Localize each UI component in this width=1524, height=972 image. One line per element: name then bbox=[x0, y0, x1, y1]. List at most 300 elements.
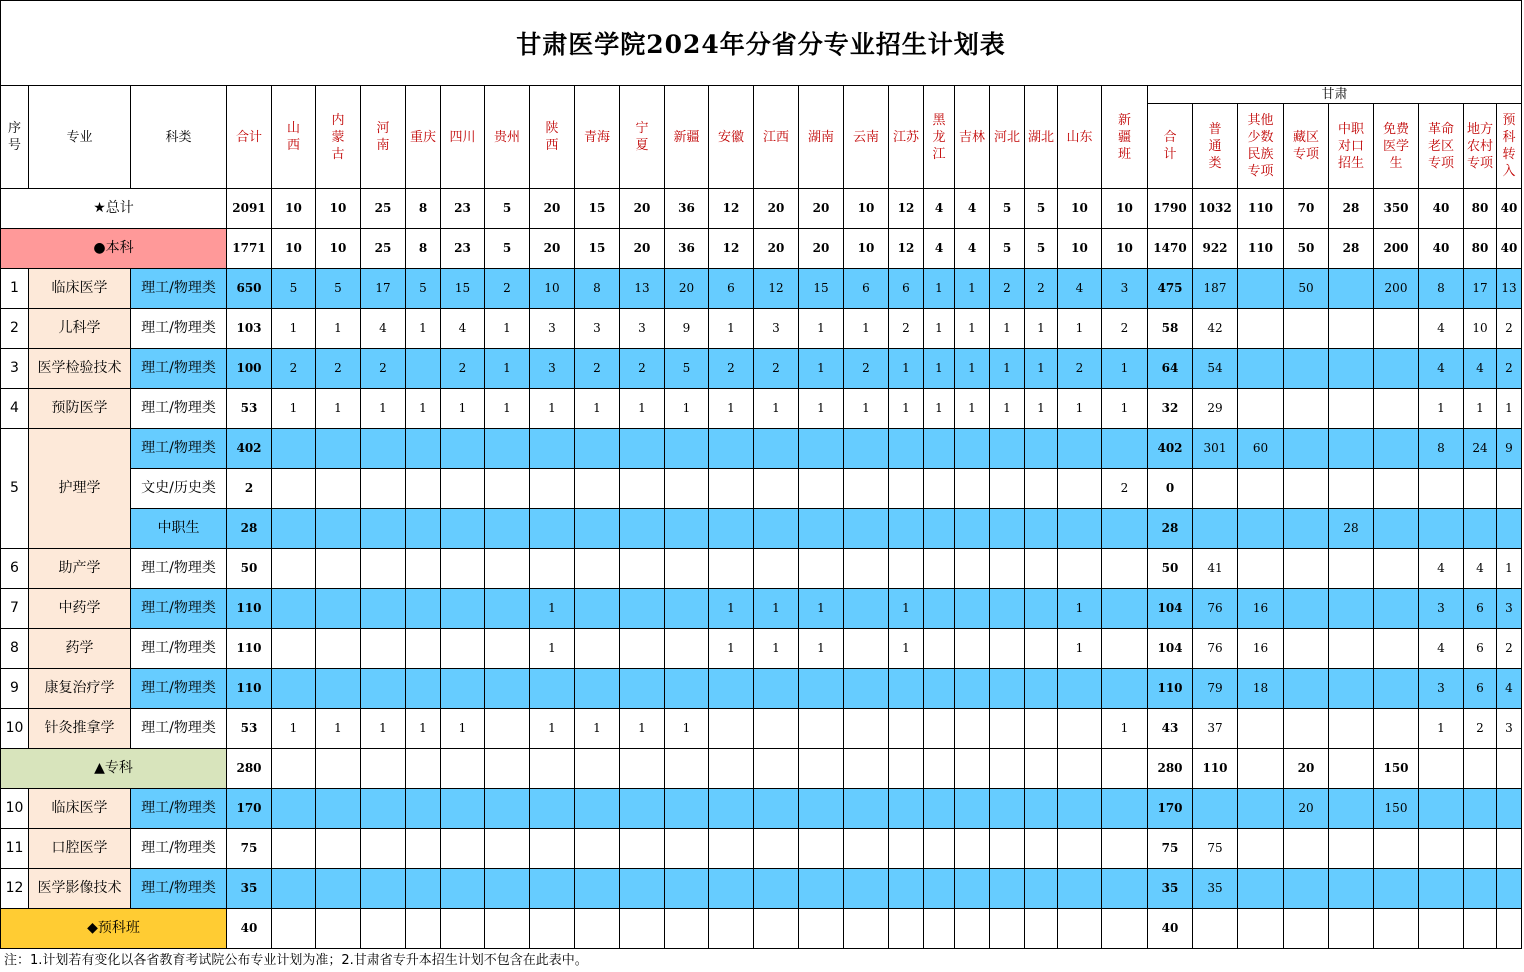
value-cell: 23 bbox=[441, 189, 485, 229]
value-cell: 36 bbox=[665, 189, 709, 229]
value-cell bbox=[665, 469, 709, 509]
value-cell bbox=[1419, 469, 1464, 509]
value-cell: 1 bbox=[799, 389, 844, 429]
value-cell: 60 bbox=[1238, 429, 1284, 469]
value-cell: 5 bbox=[272, 269, 316, 309]
value-cell bbox=[889, 669, 924, 709]
value-cell: 4 bbox=[924, 189, 955, 229]
value-cell: 10 bbox=[844, 229, 889, 269]
value-cell: 1 bbox=[665, 709, 709, 749]
value-cell: 12 bbox=[754, 269, 799, 309]
value-cell bbox=[990, 549, 1025, 589]
value-cell: 40 bbox=[1497, 229, 1522, 269]
value-cell bbox=[1025, 509, 1058, 549]
value-cell: 1 bbox=[924, 389, 955, 429]
header-col: 河北 bbox=[990, 86, 1025, 189]
value-cell: 2 bbox=[1497, 629, 1522, 669]
value-cell bbox=[844, 549, 889, 589]
value-cell: 0 bbox=[1148, 469, 1193, 509]
value-cell bbox=[844, 909, 889, 949]
value-cell bbox=[485, 509, 530, 549]
value-cell bbox=[799, 789, 844, 829]
value-cell bbox=[1058, 829, 1102, 869]
value-cell bbox=[955, 469, 990, 509]
value-cell bbox=[272, 869, 316, 909]
table-row bbox=[1, 629, 1522, 669]
value-cell: 280 bbox=[227, 749, 272, 789]
value-cell: 4 bbox=[1058, 269, 1102, 309]
value-cell bbox=[844, 709, 889, 749]
value-cell bbox=[1374, 389, 1419, 429]
header-col: 四川 bbox=[441, 86, 485, 189]
value-cell: 28 bbox=[227, 509, 272, 549]
value-cell bbox=[1284, 349, 1329, 389]
value-cell bbox=[1329, 349, 1374, 389]
value-cell bbox=[1102, 829, 1148, 869]
value-cell bbox=[1025, 869, 1058, 909]
value-cell: 1771 bbox=[227, 229, 272, 269]
value-cell bbox=[1374, 509, 1419, 549]
value-cell bbox=[441, 669, 485, 709]
value-cell: 5 bbox=[990, 229, 1025, 269]
value-cell bbox=[1419, 829, 1464, 869]
value-cell: 110 bbox=[227, 629, 272, 669]
value-cell bbox=[709, 509, 754, 549]
value-cell bbox=[1058, 469, 1102, 509]
row-label: ★总计 bbox=[1, 189, 227, 229]
value-cell: 1 bbox=[1025, 389, 1058, 429]
row-category: 理工/物理类 bbox=[131, 349, 227, 389]
value-cell bbox=[1329, 749, 1374, 789]
value-cell: 1 bbox=[620, 389, 665, 429]
value-cell bbox=[1058, 429, 1102, 469]
value-cell bbox=[441, 549, 485, 589]
row-category: 理工/物理类 bbox=[131, 629, 227, 669]
value-cell: 2 bbox=[441, 349, 485, 389]
value-cell bbox=[1058, 709, 1102, 749]
value-cell: 40 bbox=[1419, 189, 1464, 229]
header-col: 青海 bbox=[575, 86, 620, 189]
value-cell: 1 bbox=[272, 389, 316, 429]
value-cell: 1 bbox=[754, 589, 799, 629]
value-cell bbox=[1374, 349, 1419, 389]
value-cell bbox=[889, 829, 924, 869]
value-cell bbox=[955, 909, 990, 949]
value-cell: 2 bbox=[1497, 349, 1522, 389]
value-cell bbox=[485, 629, 530, 669]
row-major: 药学 bbox=[29, 629, 131, 669]
value-cell bbox=[1374, 909, 1419, 949]
table-row bbox=[1, 429, 1522, 469]
value-cell bbox=[799, 429, 844, 469]
value-cell bbox=[361, 589, 406, 629]
value-cell bbox=[316, 589, 361, 629]
value-cell: 10 bbox=[844, 189, 889, 229]
value-cell: 1 bbox=[754, 629, 799, 669]
value-cell: 1 bbox=[1497, 389, 1522, 429]
header-category: 科类 bbox=[131, 86, 227, 189]
row-label: ▲专科 bbox=[1, 749, 227, 789]
value-cell bbox=[406, 909, 441, 949]
table-row bbox=[1, 349, 1522, 389]
value-cell bbox=[1464, 469, 1497, 509]
value-cell: 1 bbox=[1419, 389, 1464, 429]
row-seq: 4 bbox=[1, 389, 29, 429]
value-cell bbox=[924, 629, 955, 669]
value-cell: 104 bbox=[1148, 589, 1193, 629]
value-cell bbox=[924, 749, 955, 789]
value-cell bbox=[316, 669, 361, 709]
table-row bbox=[1, 269, 1522, 309]
value-cell: 1 bbox=[924, 309, 955, 349]
table-row bbox=[1, 789, 1522, 829]
value-cell: 43 bbox=[1148, 709, 1193, 749]
value-cell bbox=[1025, 749, 1058, 789]
value-cell bbox=[1464, 789, 1497, 829]
value-cell bbox=[990, 789, 1025, 829]
value-cell bbox=[1102, 629, 1148, 669]
value-cell: 40 bbox=[1148, 909, 1193, 949]
header-col: 重庆 bbox=[406, 86, 441, 189]
header-gansu-col: 革命 老区 专项 bbox=[1419, 104, 1464, 189]
value-cell: 3 bbox=[1419, 589, 1464, 629]
value-cell bbox=[1284, 629, 1329, 669]
value-cell: 20 bbox=[754, 189, 799, 229]
value-cell: 3 bbox=[1419, 669, 1464, 709]
value-cell bbox=[1238, 789, 1284, 829]
value-cell bbox=[844, 469, 889, 509]
value-cell: 1 bbox=[990, 349, 1025, 389]
value-cell bbox=[924, 869, 955, 909]
value-cell: 1032 bbox=[1193, 189, 1238, 229]
header-col: 河 南 bbox=[361, 86, 406, 189]
value-cell: 10 bbox=[1464, 309, 1497, 349]
value-cell bbox=[754, 749, 799, 789]
value-cell: 6 bbox=[889, 269, 924, 309]
value-cell bbox=[361, 469, 406, 509]
value-cell bbox=[709, 429, 754, 469]
value-cell bbox=[1284, 669, 1329, 709]
value-cell bbox=[406, 669, 441, 709]
value-cell bbox=[272, 629, 316, 669]
value-cell: 1 bbox=[406, 389, 441, 429]
row-major: 针灸推拿学 bbox=[29, 709, 131, 749]
value-cell: 1 bbox=[799, 589, 844, 629]
value-cell bbox=[799, 549, 844, 589]
value-cell bbox=[1329, 789, 1374, 829]
value-cell bbox=[406, 749, 441, 789]
value-cell: 41 bbox=[1193, 549, 1238, 589]
value-cell: 1 bbox=[441, 389, 485, 429]
value-cell bbox=[1329, 269, 1374, 309]
value-cell: 9 bbox=[1497, 429, 1522, 469]
value-cell: 1 bbox=[709, 589, 754, 629]
value-cell bbox=[1284, 429, 1329, 469]
value-cell: 1 bbox=[441, 709, 485, 749]
value-cell: 150 bbox=[1374, 789, 1419, 829]
value-cell bbox=[485, 709, 530, 749]
value-cell bbox=[1374, 429, 1419, 469]
value-cell bbox=[1374, 629, 1419, 669]
value-cell: 1 bbox=[406, 709, 441, 749]
value-cell: 2 bbox=[754, 349, 799, 389]
value-cell bbox=[272, 829, 316, 869]
value-cell: 10 bbox=[316, 229, 361, 269]
value-cell: 10 bbox=[1058, 229, 1102, 269]
value-cell: 20 bbox=[620, 189, 665, 229]
value-cell bbox=[990, 669, 1025, 709]
value-cell: 20 bbox=[754, 229, 799, 269]
value-cell bbox=[709, 789, 754, 829]
value-cell bbox=[1284, 509, 1329, 549]
value-cell bbox=[990, 749, 1025, 789]
row-seq: 10 bbox=[1, 709, 29, 749]
value-cell bbox=[575, 909, 620, 949]
value-cell: 23 bbox=[441, 229, 485, 269]
value-cell bbox=[754, 909, 799, 949]
value-cell bbox=[316, 909, 361, 949]
value-cell: 5 bbox=[316, 269, 361, 309]
table-row bbox=[1, 749, 1522, 789]
value-cell bbox=[665, 669, 709, 709]
value-cell bbox=[485, 549, 530, 589]
value-cell: 1 bbox=[316, 709, 361, 749]
value-cell: 1 bbox=[799, 349, 844, 389]
row-category: 理工/物理类 bbox=[131, 389, 227, 429]
value-cell bbox=[889, 549, 924, 589]
value-cell bbox=[485, 429, 530, 469]
value-cell bbox=[844, 749, 889, 789]
value-cell bbox=[1374, 869, 1419, 909]
value-cell bbox=[530, 749, 575, 789]
value-cell: 8 bbox=[406, 189, 441, 229]
value-cell bbox=[575, 869, 620, 909]
value-cell: 6 bbox=[844, 269, 889, 309]
value-cell: 1 bbox=[530, 389, 575, 429]
value-cell: 29 bbox=[1193, 389, 1238, 429]
row-category: 理工/物理类 bbox=[131, 869, 227, 909]
value-cell: 2091 bbox=[227, 189, 272, 229]
value-cell bbox=[889, 909, 924, 949]
value-cell bbox=[1102, 669, 1148, 709]
value-cell: 3 bbox=[1497, 709, 1522, 749]
table-row bbox=[1, 669, 1522, 709]
value-cell bbox=[990, 869, 1025, 909]
value-cell bbox=[575, 509, 620, 549]
value-cell: 2 bbox=[272, 349, 316, 389]
value-cell: 1 bbox=[709, 309, 754, 349]
value-cell: 1 bbox=[575, 709, 620, 749]
value-cell bbox=[1419, 749, 1464, 789]
value-cell bbox=[1058, 549, 1102, 589]
value-cell bbox=[844, 589, 889, 629]
value-cell bbox=[316, 629, 361, 669]
value-cell bbox=[361, 669, 406, 709]
value-cell bbox=[844, 869, 889, 909]
value-cell bbox=[1497, 469, 1522, 509]
row-major: 口腔医学 bbox=[29, 829, 131, 869]
value-cell: 28 bbox=[1329, 509, 1374, 549]
value-cell bbox=[924, 549, 955, 589]
value-cell: 32 bbox=[1148, 389, 1193, 429]
value-cell: 1 bbox=[361, 389, 406, 429]
value-cell bbox=[361, 909, 406, 949]
value-cell bbox=[620, 669, 665, 709]
value-cell bbox=[316, 429, 361, 469]
value-cell bbox=[955, 589, 990, 629]
value-cell: 15 bbox=[441, 269, 485, 309]
value-cell: 10 bbox=[530, 269, 575, 309]
value-cell bbox=[799, 709, 844, 749]
value-cell bbox=[924, 469, 955, 509]
row-category: 理工/物理类 bbox=[131, 549, 227, 589]
value-cell bbox=[272, 589, 316, 629]
value-cell: 17 bbox=[1464, 269, 1497, 309]
value-cell bbox=[924, 709, 955, 749]
header-col: 山 西 bbox=[272, 86, 316, 189]
value-cell: 1 bbox=[1058, 309, 1102, 349]
value-cell: 1 bbox=[1464, 389, 1497, 429]
value-cell bbox=[575, 789, 620, 829]
value-cell bbox=[990, 469, 1025, 509]
value-cell: 8 bbox=[1419, 429, 1464, 469]
header-col: 陕 西 bbox=[530, 86, 575, 189]
value-cell bbox=[924, 909, 955, 949]
value-cell bbox=[1329, 869, 1374, 909]
value-cell bbox=[1497, 869, 1522, 909]
value-cell: 1 bbox=[955, 349, 990, 389]
value-cell: 1470 bbox=[1148, 229, 1193, 269]
value-cell: 402 bbox=[1148, 429, 1193, 469]
value-cell: 2 bbox=[990, 269, 1025, 309]
value-cell bbox=[799, 669, 844, 709]
value-cell: 80 bbox=[1464, 189, 1497, 229]
value-cell: 20 bbox=[530, 229, 575, 269]
value-cell bbox=[1419, 909, 1464, 949]
value-cell: 280 bbox=[1148, 749, 1193, 789]
value-cell: 103 bbox=[227, 309, 272, 349]
value-cell: 2 bbox=[1025, 269, 1058, 309]
value-cell: 1 bbox=[990, 309, 1025, 349]
value-cell bbox=[799, 909, 844, 949]
title-box bbox=[0, 0, 1522, 85]
value-cell: 20 bbox=[620, 229, 665, 269]
value-cell bbox=[530, 549, 575, 589]
header-col: 江苏 bbox=[889, 86, 924, 189]
value-cell: 2 bbox=[889, 309, 924, 349]
value-cell: 1 bbox=[316, 389, 361, 429]
value-cell bbox=[844, 629, 889, 669]
row-label: ●本科 bbox=[1, 229, 227, 269]
value-cell: 53 bbox=[227, 389, 272, 429]
row-major: 儿科学 bbox=[29, 309, 131, 349]
value-cell bbox=[1102, 749, 1148, 789]
value-cell: 1 bbox=[955, 389, 990, 429]
value-cell bbox=[1284, 389, 1329, 429]
value-cell bbox=[1238, 389, 1284, 429]
value-cell: 6 bbox=[709, 269, 754, 309]
value-cell bbox=[844, 789, 889, 829]
value-cell: 922 bbox=[1193, 229, 1238, 269]
value-cell: 110 bbox=[1238, 229, 1284, 269]
value-cell: 4 bbox=[955, 189, 990, 229]
value-cell bbox=[1374, 829, 1419, 869]
value-cell bbox=[844, 509, 889, 549]
value-cell: 1 bbox=[530, 709, 575, 749]
value-cell: 12 bbox=[709, 189, 754, 229]
value-cell: 75 bbox=[1193, 829, 1238, 869]
row-category: 理工/物理类 bbox=[131, 309, 227, 349]
value-cell: 1 bbox=[924, 269, 955, 309]
row-category: 文史/历史类 bbox=[131, 469, 227, 509]
value-cell bbox=[955, 549, 990, 589]
value-cell bbox=[990, 709, 1025, 749]
value-cell bbox=[889, 789, 924, 829]
value-cell bbox=[1025, 669, 1058, 709]
value-cell: 4 bbox=[1419, 349, 1464, 389]
value-cell: 58 bbox=[1148, 309, 1193, 349]
value-cell bbox=[361, 509, 406, 549]
value-cell bbox=[272, 429, 316, 469]
value-cell bbox=[441, 509, 485, 549]
row-major: 预防医学 bbox=[29, 389, 131, 429]
row-category: 理工/物理类 bbox=[131, 589, 227, 629]
value-cell bbox=[1329, 469, 1374, 509]
table-row bbox=[1, 389, 1522, 429]
value-cell: 5 bbox=[990, 189, 1025, 229]
value-cell bbox=[441, 749, 485, 789]
value-cell: 5 bbox=[485, 229, 530, 269]
value-cell bbox=[272, 549, 316, 589]
value-cell: 110 bbox=[1148, 669, 1193, 709]
value-cell: 3 bbox=[620, 309, 665, 349]
footnote: 注：1.计划若有变化以各省教育考试院公布专业计划为准；2.甘肃省专升本招生计划不包含在此表中。 bbox=[4, 953, 588, 968]
value-cell bbox=[1238, 749, 1284, 789]
value-cell bbox=[1329, 629, 1374, 669]
value-cell bbox=[441, 829, 485, 869]
header-col: 新 疆 班 bbox=[1102, 86, 1148, 189]
header-seq: 序 号 bbox=[1, 86, 29, 189]
row-seq: 2 bbox=[1, 309, 29, 349]
value-cell bbox=[955, 749, 990, 789]
value-cell bbox=[889, 869, 924, 909]
value-cell: 6 bbox=[1464, 669, 1497, 709]
value-cell bbox=[844, 829, 889, 869]
value-cell: 170 bbox=[1148, 789, 1193, 829]
value-cell bbox=[441, 869, 485, 909]
value-cell bbox=[1238, 349, 1284, 389]
value-cell bbox=[799, 469, 844, 509]
value-cell bbox=[1464, 509, 1497, 549]
value-cell bbox=[709, 669, 754, 709]
value-cell bbox=[406, 589, 441, 629]
value-cell: 15 bbox=[799, 269, 844, 309]
value-cell bbox=[1025, 709, 1058, 749]
value-cell bbox=[1102, 429, 1148, 469]
value-cell: 2 bbox=[575, 349, 620, 389]
value-cell bbox=[1025, 469, 1058, 509]
value-cell: 1 bbox=[272, 709, 316, 749]
value-cell: 1 bbox=[990, 389, 1025, 429]
value-cell: 50 bbox=[1284, 229, 1329, 269]
value-cell bbox=[575, 629, 620, 669]
value-cell bbox=[665, 629, 709, 669]
value-cell bbox=[441, 469, 485, 509]
value-cell bbox=[530, 909, 575, 949]
value-cell bbox=[1329, 549, 1374, 589]
value-cell bbox=[1464, 829, 1497, 869]
row-category: 理工/物理类 bbox=[131, 829, 227, 869]
